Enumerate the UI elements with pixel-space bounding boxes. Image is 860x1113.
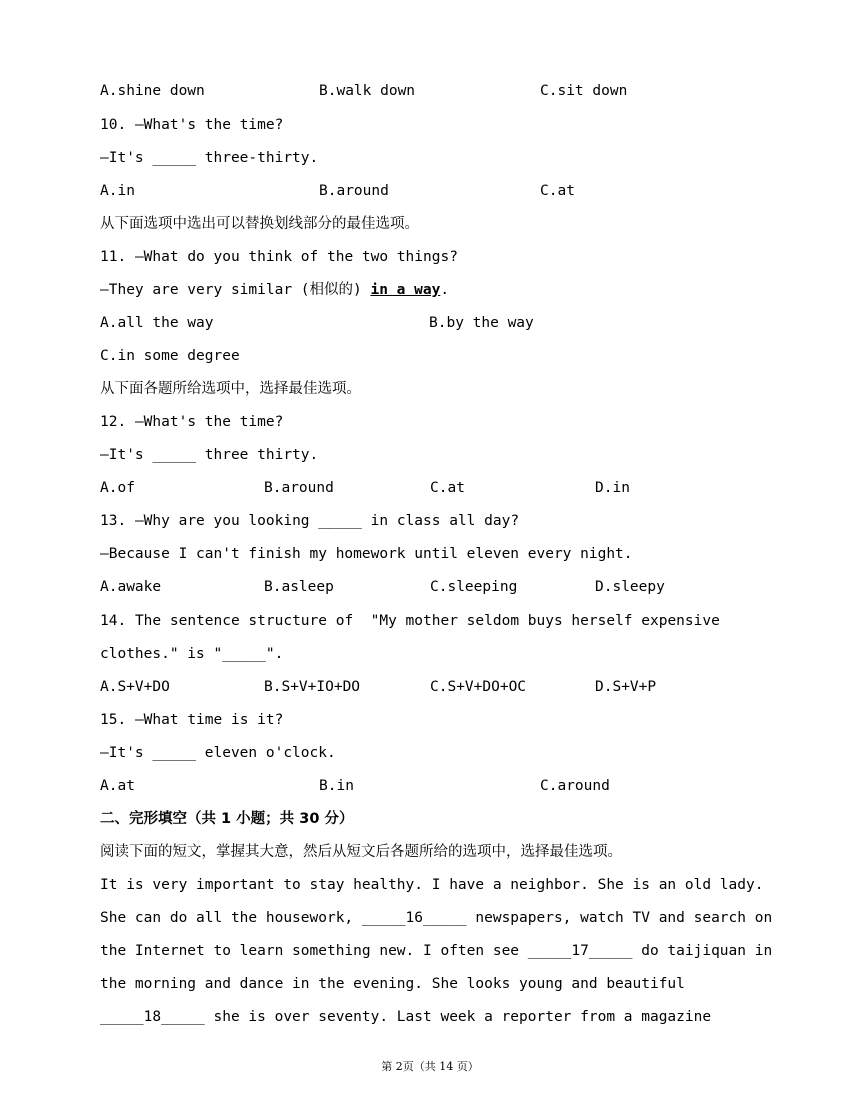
q15-stem2: —It's _____ eleven o'clock. xyxy=(100,745,336,761)
passage-line-4: the morning and dance in the evening. She looks young and beautiful xyxy=(100,976,685,992)
q15-option-c: C.around xyxy=(540,778,610,794)
q11-stem1 xyxy=(100,247,458,267)
q14-stem2: clothes." is "_____". xyxy=(100,646,284,662)
q15-option-b: B.in xyxy=(319,778,354,794)
section2-heading: 二、完形填空（共 1 小题；共 30 分） xyxy=(100,811,354,827)
q12-option-b: B.around xyxy=(264,480,334,496)
q10-stem2: —It's _____ three-thirty. xyxy=(100,150,319,166)
passage-line-5: _____18_____ she is over seventy. Last week a reporter from a magazine xyxy=(100,1009,712,1025)
q14-stem1-text: The sentence structure of "My mother seldom buys herself expensive xyxy=(134,613,720,629)
q11-stem2-post: . xyxy=(440,282,450,298)
q12-stem1 xyxy=(100,412,283,432)
q11-stem1-text: —What do you think of the two things? xyxy=(134,249,458,265)
q11-option-c: C.in some degree xyxy=(100,348,240,364)
q11-number: 11. xyxy=(100,249,127,265)
q13-option-c: C.sleeping xyxy=(430,579,518,595)
q10-option-a: A.in xyxy=(100,183,135,199)
q14-stem1 xyxy=(100,611,720,631)
q13-option-b: B.asleep xyxy=(264,579,334,595)
q12-option-a: A.of xyxy=(100,480,135,496)
q10-option-c: C.at xyxy=(540,183,575,199)
q13-option-d: D.sleepy xyxy=(595,579,665,595)
page-footer: 第 2页（共 14 页） xyxy=(381,1060,479,1073)
passage-line-1: It is very important to stay healthy. I have a neighbor. She is an old lady. xyxy=(100,877,764,893)
q11-option-b: B.by the way xyxy=(429,315,534,331)
q10-stem1 xyxy=(100,115,283,135)
passage-line-3: the Internet to learn something new. I often see _____17_____ do taijiquan in xyxy=(100,943,773,959)
instruction-replace: 从下面选项中选出可以替换划线部分的最佳选项。 xyxy=(100,216,419,232)
q12-stem2: —It's _____ three thirty. xyxy=(100,447,319,463)
q14-option-a: A.S+V+DO xyxy=(100,679,170,695)
q11-underlined-phrase: in a way xyxy=(370,282,441,298)
q9-option-a: A.shine down xyxy=(100,83,205,99)
q15-stem1-text: —What time is it? xyxy=(134,712,284,728)
q12-number: 12. xyxy=(100,414,127,430)
q13-option-a: A.awake xyxy=(100,579,162,595)
q13-stem1-text: —Why are you looking _____ in class all day? xyxy=(134,513,520,529)
q14-option-c: C.S+V+DO+OC xyxy=(430,679,527,695)
q12-option-c: C.at xyxy=(430,480,465,496)
q12-option-d: D.in xyxy=(595,480,630,496)
instruction-choose: 从下面各题所给选项中，选择最佳选项。 xyxy=(100,381,361,397)
q11-stem2 xyxy=(100,280,449,300)
q15-option-a: A.at xyxy=(100,778,135,794)
q14-option-d: D.S+V+P xyxy=(595,679,657,695)
q15-stem1 xyxy=(100,710,283,730)
q13-number: 13. xyxy=(100,513,127,529)
q9-option-b: B.walk down xyxy=(319,83,416,99)
q10-number: 10. xyxy=(100,117,127,133)
passage-line-2: She can do all the housework, _____16_____ newspapers, watch TV and search on xyxy=(100,910,773,926)
q13-stem2: —Because I can't finish my homework until eleven every night. xyxy=(100,546,633,562)
q14-option-b: B.S+V+IO+DO xyxy=(264,679,361,695)
section2-instruction: 阅读下面的短文，掌握其大意，然后从短文后各题所给的选项中，选择最佳选项。 xyxy=(100,844,622,860)
q14-number: 14. xyxy=(100,613,127,629)
q11-stem2-pre: —They are very similar (相似的) xyxy=(100,282,371,298)
q12-stem1-text: —What's the time? xyxy=(134,414,284,430)
q13-stem1 xyxy=(100,511,519,531)
q10-option-b: B.around xyxy=(319,183,389,199)
q11-option-a: A.all the way xyxy=(100,315,214,331)
q15-number: 15. xyxy=(100,712,127,728)
q9-option-c: C.sit down xyxy=(540,83,628,99)
q10-stem1-text: —What's the time? xyxy=(134,117,284,133)
